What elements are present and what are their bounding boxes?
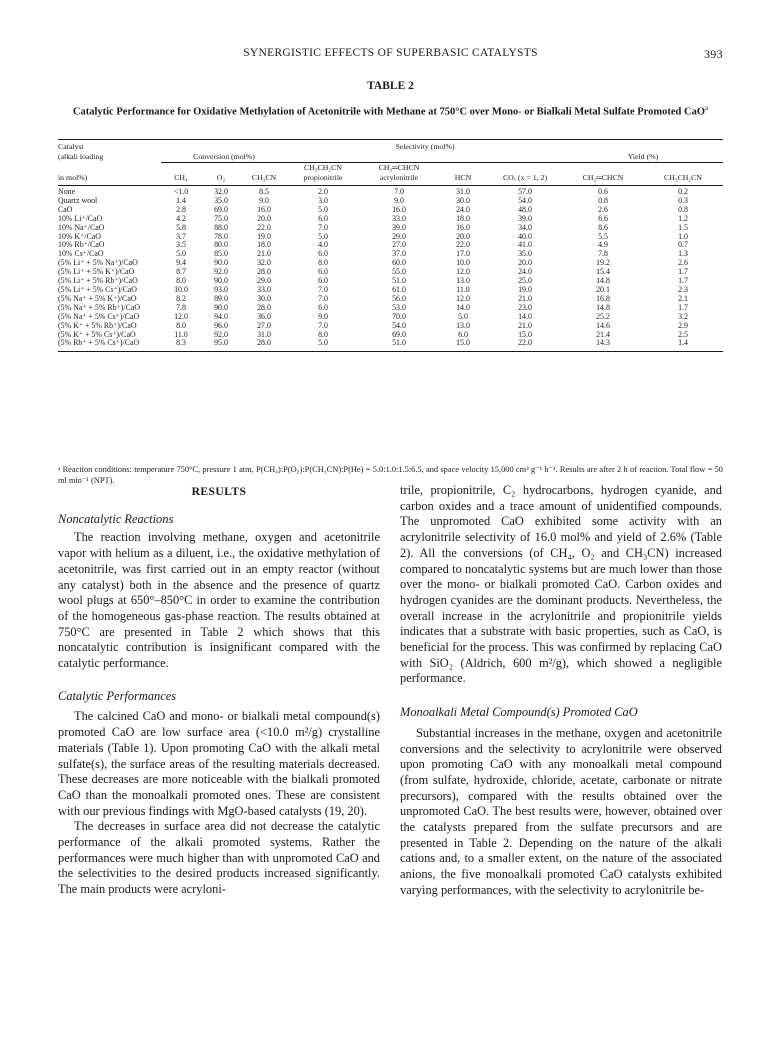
table-cell-value: 90.0 [214,276,228,286]
table-cell-value: 0.8 [598,195,608,205]
table-cell-catalyst: (5% K⁺ + 5% Rb⁺)/CaO [58,320,137,330]
table-row [58,250,723,259]
table-cell-value: 10.0 [174,284,188,294]
table-cell-value: 27.0 [257,320,271,330]
table-cell-value: 33.0 [257,284,271,294]
table-cell-value: 89.0 [214,293,228,303]
table-label: TABLE 2 [367,80,414,92]
table-row [58,277,723,286]
table-cell-value: 32.0 [214,187,228,196]
table-cell-value: 6.6 [598,213,608,223]
table-cell-value: 34.0 [518,222,532,232]
table-cell-value: 12.0 [174,311,188,321]
table-cell-value: 4.0 [318,240,328,250]
table-cell-value: <1.0 [173,187,189,196]
table-cell-value: 56.0 [392,293,406,303]
table-cell-value: 22.0 [257,222,271,232]
table-cell-value: 6.0 [318,276,328,286]
table-cell-value: 0.6 [598,187,608,196]
table-cell-value: 48.0 [518,204,532,214]
table-cell-value: 36.0 [257,311,271,321]
table-cell-value: 90.0 [214,302,228,312]
table-cell-value: 4.2 [176,213,186,223]
table-header-acrylonitrile: acrylonitrile [359,173,439,186]
table-cell-value: 6.0 [458,329,468,339]
table-cell-value: 55.0 [392,267,406,277]
noncatalytic-paragraph: The reaction involving methane, oxygen and acetonitrile vapor with helium as a diluent, i.e., the oxidative methylation of acetonitrile, was first carried out in an empty reactor (without any catalyst) both in the absence and the presence of quartz wool plugs at 650°–850°C in order to examine the contribution of the homogeneous gas-phase reaction. The results obtained at 750°C are presented in Table 2 which shows that this noncatalytic contribution is insignificant compared with the catalytic performance. [58,530,380,671]
table-cell-value: 7.8 [598,249,608,259]
table-cell-value: 32.0 [257,258,271,268]
table-cell-value: 35.0 [518,249,532,259]
table-cell-value: 7.0 [318,293,328,303]
catalytic-paragraph-2: The decreases in surface area did not decrease the catalytic performance of the alkali promoted systems. Rather the performances were much higher than with unpromoted CaO and the selectivities to the desired products increased significantly. The main products were acryloni- [58,819,380,897]
table-cell-catalyst: (5% Li⁺ + 5% Na⁺)/CaO [58,258,138,268]
table-cell-value: 5.5 [598,231,608,241]
table-cell-value: 40.0 [518,231,532,241]
table-cell-value: 75.0 [214,213,228,223]
table-cell-value: 29.0 [257,276,271,286]
table-cell-value: 6.0 [318,267,328,277]
right-column [400,483,722,899]
page-number: 393 [704,47,723,61]
table-row [58,304,723,313]
table-cell-value: 0.7 [678,240,688,250]
table-cell-value: 14.8 [596,276,610,286]
table-cell-value: 11.0 [456,284,470,294]
table-cell-value: 28.0 [257,267,271,277]
table-cell-value: 5.8 [176,222,186,232]
table-cell-value: 80.0 [214,240,228,250]
table-cell-value: 1.7 [678,302,688,312]
table-cell-value: 20.0 [257,213,271,223]
table-row [58,331,723,340]
data-table-wrapper [58,139,723,352]
table-cell-value: 8.5 [259,187,269,196]
table-header-catalyst-line-1: Catalyst [58,140,161,153]
table-row [58,233,723,242]
table-header-cox: COₓ (x = 1, 2) [487,173,563,186]
table-cell-value: 20.1 [596,284,610,294]
table-cell-value: 23.0 [518,302,532,312]
table-cell-value: 2.0 [318,187,328,196]
table-row [58,206,723,215]
table-cell-catalyst: 10% Li⁺/CaO [58,213,103,223]
table-cell-value: 9.0 [318,311,328,321]
table-cell-value: 8.3 [161,339,201,351]
table-cell-value: 21.0 [518,320,532,330]
table-cell-value: 21.0 [518,293,532,303]
catalytic-heading: Catalytic Performances [58,688,177,703]
table-cell-value: 35.0 [214,195,228,205]
table-cell-value: 14.0 [518,311,532,321]
table-cell-catalyst: (5% Li⁺ + 5% K⁺)/CaO [58,267,135,277]
table-cell-value: 9.4 [176,258,186,268]
table-cell-value: 57.0 [518,187,532,196]
table-header-propionitrile: propionitrile [287,173,359,186]
table-header-ch4: CH₄ [161,173,201,186]
table-cell-value: 9.0 [394,195,404,205]
table-cell-catalyst: 10% Rb⁺/CaO [58,240,105,250]
table-cell-value: 61.0 [392,284,406,294]
table-cell-value: 70.0 [392,311,406,321]
table-cell-value: 96.0 [214,320,228,330]
table-cell-value: 11.0 [174,329,188,339]
running-head-title: SYNERGISTIC EFFECTS OF SUPERBASIC CATALYSTS [243,47,538,59]
table-cell-value: 5.0 [318,204,328,214]
table-caption-marker: a [705,104,709,112]
table-footnote: ᵃ Reaction conditions: temperature 750°C, pressure 1 atm, P(CH₄):P(O₂):P(CH₃CN):P(He) = 5.0:1.0:1.5:6.5, and space velocity 15,000 cm³ g⁻¹ h⁻¹. Results are after 2 h of reaction. Total flow = 50 ml min⁻¹ (NPT). [58,465,723,485]
table-row [58,186,723,197]
table-cell-value: 41.0 [518,240,532,250]
table-cell-value: 1.4 [176,195,186,205]
table-cell-value: 2.5 [678,329,688,339]
table-header-selectivity: Selectivity (mol%) [287,140,563,153]
table-cell-value: 4.9 [598,240,608,250]
table-cell-value: 25.2 [596,311,610,321]
table-cell-value: 12.0 [456,293,470,303]
table-cell-value: 19.0 [257,231,271,241]
table-cell-value: 1.4 [643,339,723,351]
table-cell-value: 6.0 [318,302,328,312]
table-cell-catalyst: CaO [58,204,73,214]
table-row [58,241,723,250]
table-cell-value: 22.0 [456,240,470,250]
table-cell-value: 10.0 [456,258,470,268]
table-cell-catalyst: 10% K⁺/CaO [58,231,101,241]
table-cell-value: 14.0 [456,302,470,312]
table-cell-catalyst: None [58,187,76,196]
table-cell-value: 17.0 [456,249,470,259]
table-cell-catalyst: (5% Li⁺ + 5% Cs⁺)/CaO [58,284,137,294]
table-cell-value: 88.0 [214,222,228,232]
right-paragraph-1: trile, propionitrile, C₂ hydrocarbons, hydrogen cyanide, and carbon oxides and a trace amount of unidentified compounds. The unpromoted CaO exhibited some activity with an acrylonitrile selectivity of 16.0 mol% and yield of 2.6% (Table 2). All the conversions (of CH₄, O₂ and CH₃CN) increased compared to noncatalytic systems but are much lower than those over the mono- or bialkali promoted CaO. Carbon oxides and hydrogen cyanides are the dominant products. Nevertheless, the overall increase in the acrylonitrile and propionitrile yields indicates that a substrate with basic properties, such as CaO, is beneficial for the process. This was confirmed by replacing CaO with SiO₂ (Aldrich, 600 m²/g), which showed a negligible performance. [400,483,722,686]
table-cell-value: 8.6 [598,222,608,232]
table-cell-value: 30.0 [257,293,271,303]
table-cell-value: 6.0 [318,249,328,259]
table-cell-value: 28.0 [241,339,287,351]
table-row [58,322,723,331]
table-cell-value: 2.8 [176,204,186,214]
table-cell-value: 5.0 [318,231,328,241]
monoalkali-heading: Monoalkali Metal Compound(s) Promoted CaO [400,705,638,720]
table-cell-value: 28.0 [257,302,271,312]
table-header-hcn: HCN [439,173,487,186]
table-cell-value: 16.0 [392,204,406,214]
table-cell-value: 2.9 [678,320,688,330]
table-cell-catalyst: (5% Na⁺ + 5% K⁺)/CaO [58,293,137,303]
table-cell-value: 8.0 [318,329,328,339]
table-cell-value: 5.0 [176,249,186,259]
table-cell-value: 2.6 [598,204,608,214]
table-caption [58,102,723,119]
table-cell-value: 7.0 [318,320,328,330]
table-row [58,295,723,304]
table-cell-value: 3.2 [678,311,688,321]
table-cell-catalyst: (5% Li⁺ + 5% Rb⁺)/CaO [58,276,138,286]
table-cell-catalyst: 10% Cs⁺/CaO [58,249,104,259]
table-cell-value: 6.0 [318,213,328,223]
table-cell-value: 20.0 [456,231,470,241]
table-cell-value: 39.0 [518,213,532,223]
table-header-yield-acrylonitrile: CH₂═CHCN [563,173,643,186]
table-cell-value: 93.0 [214,284,228,294]
table-cell-value: 1.3 [678,249,688,259]
table-cell-value: 90.0 [214,258,228,268]
table-cell-value: 1.2 [678,213,688,223]
table-cell-value: 1.7 [678,267,688,277]
table-cell-value: 21.4 [596,329,610,339]
table-cell-value: 3.5 [176,240,186,250]
table-cell-value: 13.0 [456,276,470,286]
table-cell-value: 22.0 [487,339,563,351]
table-cell-value: 0.2 [678,187,688,196]
table-cell-value: 54.0 [392,320,406,330]
table-cell-value: 94.0 [214,311,228,321]
table-cell-value: 27.0 [392,240,406,250]
table-cell-value: 19.2 [596,258,610,268]
table-caption-text: Catalytic Performance for Oxidative Methylation of Acetonitrile with Methane at 750°C over Mono- or Bialkali Metal Sulfate Promoted CaO [72,106,706,118]
table-row [58,313,723,322]
table-cell-value: 18.0 [257,240,271,250]
table-cell-value: 8.0 [318,258,328,268]
table-header-yield: Yield (%) [563,152,723,163]
table-cell-value: 16.0 [456,222,470,232]
table-cell-value: 1.5 [678,222,688,232]
table-cell-value: 18.0 [456,213,470,223]
data-table [58,139,723,352]
table-row [58,224,723,233]
table-cell-value: 14.6 [596,320,610,330]
table-cell-value: 31.0 [257,329,271,339]
table-header-o2: O₂ [201,173,241,186]
table-cell-value: 12.0 [456,267,470,277]
table-row [58,259,723,268]
table-cell-value: 7.0 [318,222,328,232]
table-cell-catalyst: 10% Na⁺/CaO [58,222,105,232]
table-cell-value: 8.0 [176,276,186,286]
table-cell-value: 14.3 [563,339,643,351]
table-cell-value: 21.0 [257,249,271,259]
table-cell-value: 25.0 [518,276,532,286]
table-header-ch3cn: CH₃CN [241,173,287,186]
table-header-yield-propionitrile: CH₃CH₂CN [643,173,723,186]
table-cell-value: 0.8 [678,204,688,214]
table-cell-value: 8.2 [176,293,186,303]
table-cell-value: 7.0 [394,187,404,196]
table-cell-value: 51.0 [359,339,439,351]
monoalkali-paragraph: Substantial increases in the methane, oxygen and acetonitrile conversions and the selectivity to acrylonitrile were observed upon promoting CaO with any monoalkali metal compound (from sulfate, hydroxide, chloride, acetate, carbonate or nitrate precursors), compared with the results obtained over the unpromoted CaO. The best results were, however, obtained over the catalysts prepared from the sulfate precursors and are presented in Table 2. Depending on the nature of the alkali cations and, to a smaller extent, on the nature of the associated anions, the five monoalkali promoted CaO catalysts exhibited varying performances, with the selectivity to acrylonitrile be- [400,725,722,897]
table-cell-value: 15.0 [518,329,532,339]
table-cell-value: 15.4 [596,267,610,277]
table-row [58,197,723,206]
table-cell-value: 2.6 [678,258,688,268]
table-cell-value: 53.0 [392,302,406,312]
noncatalytic-heading: Noncatalytic Reactions [58,511,174,526]
table-cell-value: 0.3 [678,195,688,205]
table-cell-value: 33.0 [392,213,406,223]
table-cell-value: 13.0 [456,320,470,330]
table-cell-value: 3.7 [176,231,186,241]
table-cell-value: 92.0 [214,267,228,277]
table-cell-value: 31.0 [456,187,470,196]
table-header-conversion: Conversion (mol%) [161,152,287,163]
table-row [58,215,723,224]
table-cell-value: 78.0 [214,231,228,241]
table-row [58,268,723,277]
table-cell-value: 1.0 [678,231,688,241]
table-cell-value: 1.7 [678,276,688,286]
table-cell-value: 69.0 [214,204,228,214]
table-cell-value: 2.1 [678,293,688,303]
table-cell-value: 24.0 [518,267,532,277]
table-cell-value: 2.3 [678,284,688,294]
table-cell-value: 14.8 [596,302,610,312]
catalytic-paragraph-1: The calcined CaO and mono- or bialkali metal compound(s) promoted CaO are low surface area (<10.0 m²/g) crystalline materials (Table 1). Upon promoting CaO with the alkali metal sulfate(s), the surface areas of the resulting materials decreased. These decreases are more noticeable with the bialkali promoted CaO than the monoalkali promoted ones. These are consistent with our previous findings with MgO-based catalysts (19, 20). [58,709,380,818]
table-header-catalyst-line-3: in mol%) [58,173,161,186]
table-cell-value: 37.0 [392,249,406,259]
table-cell-value: 24.0 [456,204,470,214]
table-cell-catalyst: (5% Na⁺ + 5% Cs⁺)/CaO [58,311,140,321]
table-cell-value: 95.0 [201,339,241,351]
table-cell-value: 3.0 [318,195,328,205]
table-cell-catalyst: (5% K⁺ + 5% Cs⁺)/CaO [58,329,136,339]
table-header-propionitrile-formula: CH₃CH₂CN [304,163,342,172]
left-column [58,483,380,898]
table-cell-value: 5.0 [458,311,468,321]
table-cell-value: 5.0 [287,339,359,351]
table-cell-value: 20.0 [518,258,532,268]
table-cell-value: 9.0 [259,195,269,205]
table-cell-value: 92.0 [214,329,228,339]
table-header-catalyst-line-2: (alkali loading [58,152,104,162]
table-row [58,286,723,295]
table-cell-value: 29.0 [392,231,406,241]
table-body [58,186,723,352]
table-cell-catalyst: (5% Na⁺ + 5% Rb⁺)/CaO [58,302,141,312]
table-cell-value: 15.0 [439,339,487,351]
table-cell-catalyst: Quartz wool [58,195,98,205]
table-cell-catalyst: (5% Rb⁺ + 5% Cs⁺)/CaO [58,339,161,351]
table-cell-value: 69.0 [392,329,406,339]
results-heading: RESULTS [191,486,247,498]
table-cell-value: 7.8 [176,302,186,312]
table-row [58,339,723,351]
table-cell-value: 8.0 [176,320,186,330]
table-cell-value: 60.0 [392,258,406,268]
table-header-acrylonitrile-formula: CH₂═CHCN [378,163,420,172]
table-cell-value: 16.8 [596,293,610,303]
table-cell-value: 19.0 [518,284,532,294]
table-cell-value: 51.0 [392,276,406,286]
table-cell-value: 39.0 [392,222,406,232]
table-cell-value: 85.0 [214,249,228,259]
table-cell-value: 8.7 [176,267,186,277]
table-cell-value: 54.0 [518,195,532,205]
table-cell-value: 30.0 [456,195,470,205]
table-cell-value: 7.0 [318,284,328,294]
table-cell-value: 16.0 [257,204,271,214]
